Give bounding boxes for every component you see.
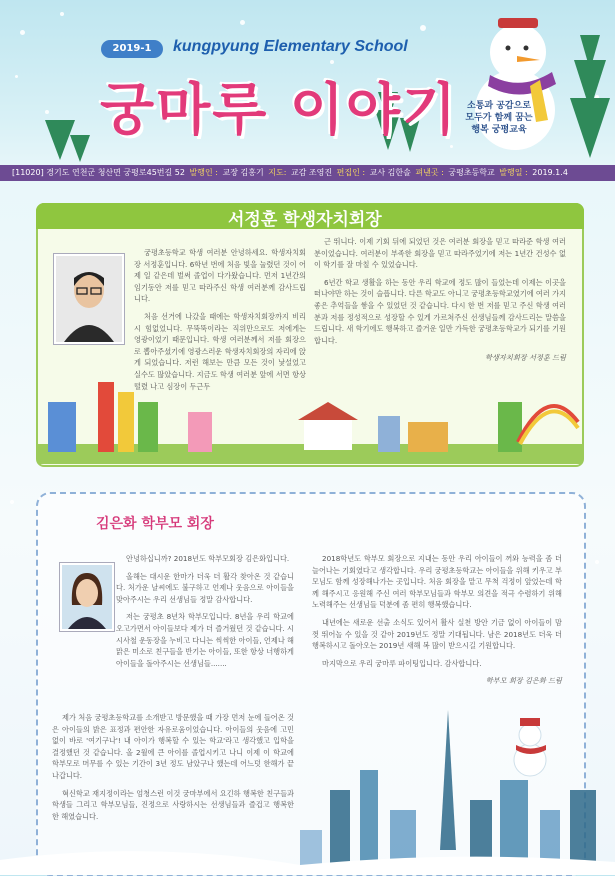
signature: 학생자치회장 서정훈 드림 xyxy=(485,353,566,363)
parent-photo xyxy=(60,563,114,631)
paragraph: 마지막으로 우리 궁마루 파이팅입니다. 감사합니다. xyxy=(322,658,482,668)
section-title: 김은화 학부모 회장 xyxy=(96,516,214,532)
editing-label: 편집인 : xyxy=(336,168,366,177)
section-title: 서정훈 학생자치회장 xyxy=(228,210,382,230)
paragraph: 안녕하십니까? 2018년도 학부모회장 김은화입니다. xyxy=(126,554,290,563)
address: [11020] 경기도 연천군 청산면 궁평로45번길 52 xyxy=(12,168,185,177)
school-name: kungpyung Elementary School xyxy=(173,38,408,55)
info-bar xyxy=(0,165,615,181)
school-illustration xyxy=(38,372,582,464)
paragraph: 내년에는 새로운 선출 소식도 있어서 활사 실천 방안 기금 없이 아이들이 맘껏 뛰어놀 수 있을 것 같아 2019년도 정말 기대됩니다. 남은 2018년도 더욱 더 행복하시고 돌아오는 2019년 새해 복 많이 받으시길 기원합니다. xyxy=(312,617,562,651)
parent-letter-col2 xyxy=(312,553,562,687)
issuer-label: 펴낸곳 : xyxy=(415,168,444,177)
portrait-icon xyxy=(56,256,122,342)
paragraph: 올해는 대시운 한마가 더욱 더 활각 찾아온 것 같습니다. 처가운 날씨에도 불구하고 언제나 웃음으로 아이들을 맞아주시는 우리 선생님들 정말 감사합니다. xyxy=(116,571,294,604)
issuer: 궁평초등학교 xyxy=(448,168,495,177)
paragraph: 2018학년도 학부모 회장으로 지내는 동안 우리 아이들이 꺼와 능력을 좀 더 늘어나는 기회였다고 생각합니다. 우리 궁평초등학교는 아이들을 위해 키우고 부모님도 함께 성장해나가는 곳입니다. 처음 회장을 맡고 무척 걱정이 앞었는데 학께 해주시고 응원해 주신 여러 학부모님들과 학부모 의견을 적극 수렴하기 위해 노력해주는 선생님들 덕분에 좀 편히 행복했습니다. xyxy=(312,554,562,610)
signature: 학부모 회장 김은화 드림 xyxy=(485,676,562,686)
winter-city-illustration xyxy=(0,690,615,875)
paragraph: 궁평초등학교 학생 여러분 안녕하세요. 학생자치회장 서정훈입니다. 6학년 번에 처음 빛을 눌렸던 것이 어제 일 같은데 벌써 졸업이 다가왔습니다. 먼저 1년간의 임기동안 저를 믿고 따라주신 학생 여러분께 감사드립니다. xyxy=(134,248,306,304)
editor-label: 지도: xyxy=(268,168,287,177)
motto-line: 소통과 공감으로 xyxy=(467,101,531,111)
date: 2019.1.4 xyxy=(532,168,568,177)
paragraph: 혁신학교 재지정이라는 엄청스런 이것 궁마부에서 요긴하 행복한 친구들과 학생들 그리고 학부모님들, 진정으로 사랑하시는 선생님들과 즐겁고 행복한 한 해였습니다. xyxy=(52,788,294,821)
editing: 교사 김한솔 xyxy=(369,168,411,177)
paragraph: 저는 궁평초 8년차 학부모입니다. 8년을 우리 학교에 오고가면서 아이들보다 제가 더 즐거웠던 것 같습니다. 시시사철 운동장을 누비고 다니는 씩씩한 아이들, 언제나 해맑은 미소로 친구들을 반기는 아이들, 또한 항상 너행하게 아이들을 돌아주시는 선생님들....... xyxy=(116,612,294,668)
masthead-title: 궁마루 이야기 xyxy=(100,78,459,143)
motto-line: 모두가 함께 꿈는 xyxy=(465,113,533,123)
student-photo xyxy=(54,254,124,344)
date-label: 발행일 : xyxy=(499,168,528,177)
editor: 교감 조영진 xyxy=(290,168,333,177)
publisher: 교장 김홍기 xyxy=(222,168,264,177)
publisher-label: 발행인 : xyxy=(189,168,218,177)
issue-badge: 2019-1 xyxy=(101,40,163,58)
motto xyxy=(459,100,539,136)
paragraph: 근 뛰니다. 이제 기회 뒤에 되었던 것은 여러분 회장을 믿고 따라준 학생 여러분이었습니다. 여러분이 부족한 회장을 믿고 따라주었기에 저는 1년간 건성수 없이 학기를 잘 마칠 수 있었습니다. xyxy=(314,237,566,270)
paragraph: 제가 처음 궁평초등학교를 소개받고 방문했을 때 가장 먼저 눈에 들어온 것은 아이들의 밝은 표정과 편안한 자유로움이었습니다. 아이들의 웃음에 고민 없이 바로 '여기구나'! 내 아이가 행복할 수 있는 학교'라고 생각했고 입학을 결정했던 것 같습니다. 올 2월에 큰 아이를 졸업시키고 나니 이제 이 학교에 학부모로 머무를 수 있는 기간이 3년 정도 남았구나 했는데 어느덧 한해가 끝나갑니다. xyxy=(52,713,294,780)
motto-line: 행복 궁평교육 xyxy=(471,125,527,135)
snowman-icon xyxy=(514,718,546,776)
paragraph: 처음 선거에 나갔을 때에는 학생자치회장까지 비리시 힘없었니다. 무뚝뚝이라는 직위만으로도 저에게는 영광이었기 때문입니다. 학생 여러분께서 저를 회장으로 뽑아주셨기에 영광스러운 학생자치회장의 자리에 앉게 되었습니다. 저런 해보는 만큼 모든 것이 낯설었고 실수도 많았습니다. 지금도 학생 여러분 앞에 서면 항상 떨렸 나고 심장이 두근두 xyxy=(134,311,306,391)
student-letter-col2 xyxy=(314,236,566,364)
parent-letter-col1 xyxy=(116,553,294,675)
paragraph: 6년간 학교 생활을 하는 동안 우리 학교에 정도 많이 들었는데 이제는 이곳을 떠나야만 하는 것이 슬픕니다. 다른 학교도 아니고 궁평초등학교였기에 여러 가지 좋은 추억들을 쌓을 수 있었던 것 같습니다. 다시 한 번 저를 믿고 주신 학생 여러분과 저를 정성적으로 성장할 수 있게 가르쳐주신 선생님들께 감사드리는 말씀을 드립니다. 새 학기에도 행복하고 즐거운 일만 가득한 궁평초등학교가 되기를 기원합니다. xyxy=(314,277,566,345)
portrait-icon xyxy=(62,565,112,629)
